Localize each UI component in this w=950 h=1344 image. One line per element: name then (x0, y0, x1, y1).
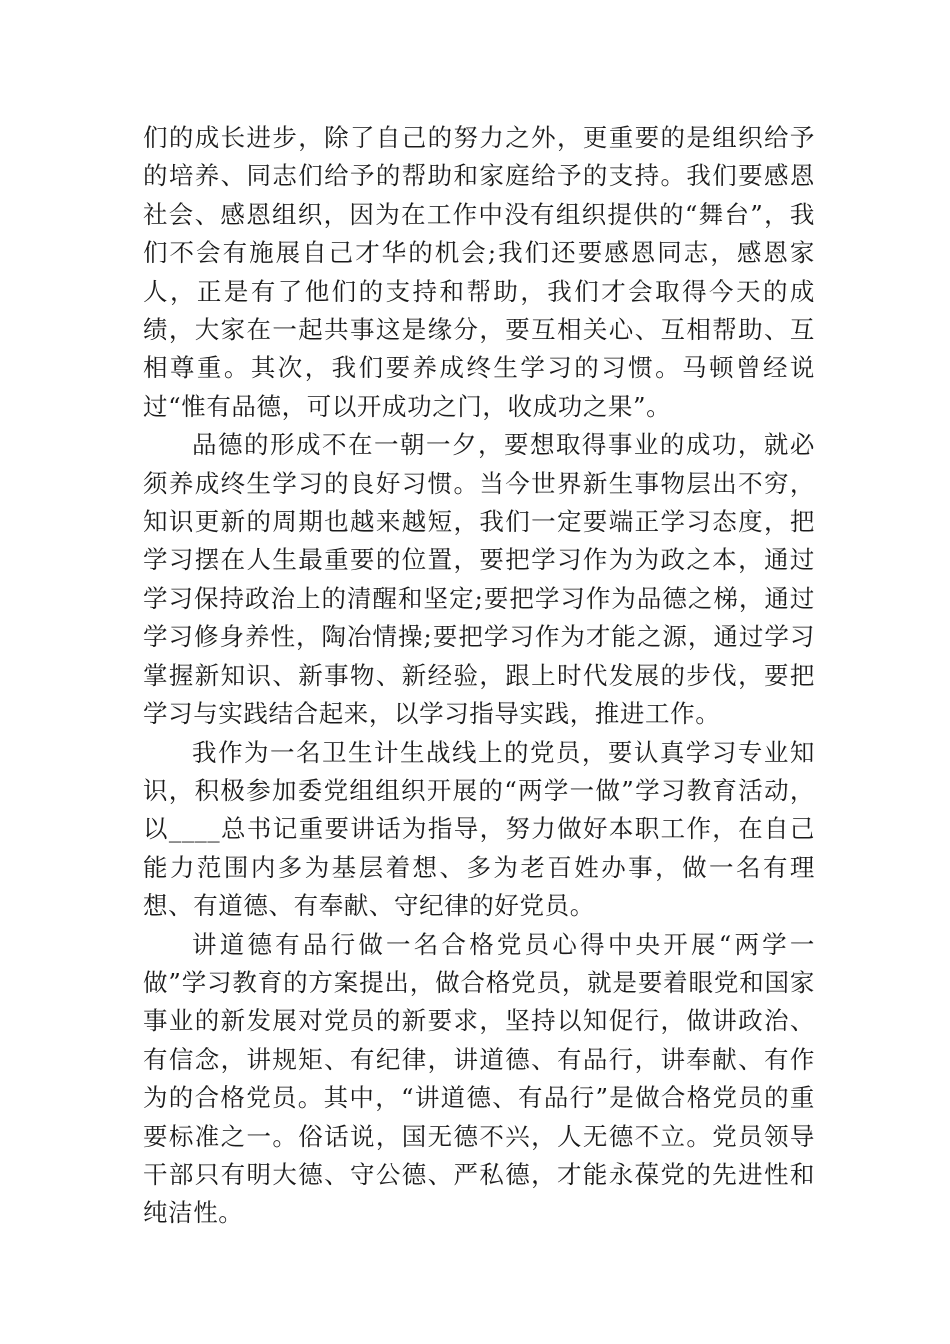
paragraph-4: 讲道德有品行做一名合格党员心得中央开展“两学一做”学习教育的方案提出，做合格党员，就是要着眼党和国家事业的新发展对党员的新要求，坚持以知促行，做讲政治、有信念，讲规矩、有纪律，讲道德、有品行，讲奉献、有作为的合格党员。其中，“讲道德、有品行”是做合格党员的重要标准之一。俗话说，国无德不兴，人无德不立。党员领导干部只有明大德、守公德、严私德，才能永葆党的先进性和纯洁性。 (143, 929, 815, 1228)
paragraph-3: 我作为一名卫生计生战线上的党员，要认真学习专业知识，积极参加委党组组织开展的“两学一做”学习教育活动，以____总书记重要讲话为指导，努力做好本职工作，在自己能力范围内多为基层着想、多为老百姓办事，做一名有理想、有道德、有奉献、守纪律的好党员。 (143, 737, 815, 921)
document-body (143, 119, 815, 1233)
paragraph-1: 们的成长进步，除了自己的努力之外，更重要的是组织给予的培养、同志们给予的帮助和家庭给予的支持。我们要感恩社会、感恩组织，因为在工作中没有组织提供的“舞台”，我们不会有施展自己才华的机会;我们还要感恩同志，感恩家人，正是有了他们的支持和帮助，我们才会取得今天的成绩，大家在一起共事这是缘分，要互相关心、互相帮助、互相尊重。其次，我们要养成终生学习的习惯。马顿曾经说过“惟有品德，可以开成功之门，收成功之果”。 (143, 123, 815, 421)
paragraph-2: 品德的形成不在一朝一夕，要想取得事业的成功，就必须养成终生学习的良好习惯。当今世界新生事物层出不穷，知识更新的周期也越来越短，我们一定要端正学习态度，把学习摆在人生最重要的位置，要把学习作为为政之本，通过学习保持政治上的清醒和坚定;要把学习作为品德之梯，通过学习修身养性，陶冶情操;要把学习作为才能之源，通过学习掌握新知识、新事物、新经验，跟上时代发展的步伐，要把学习与实践结合起来，以学习指导实践，推进工作。 (143, 430, 815, 729)
